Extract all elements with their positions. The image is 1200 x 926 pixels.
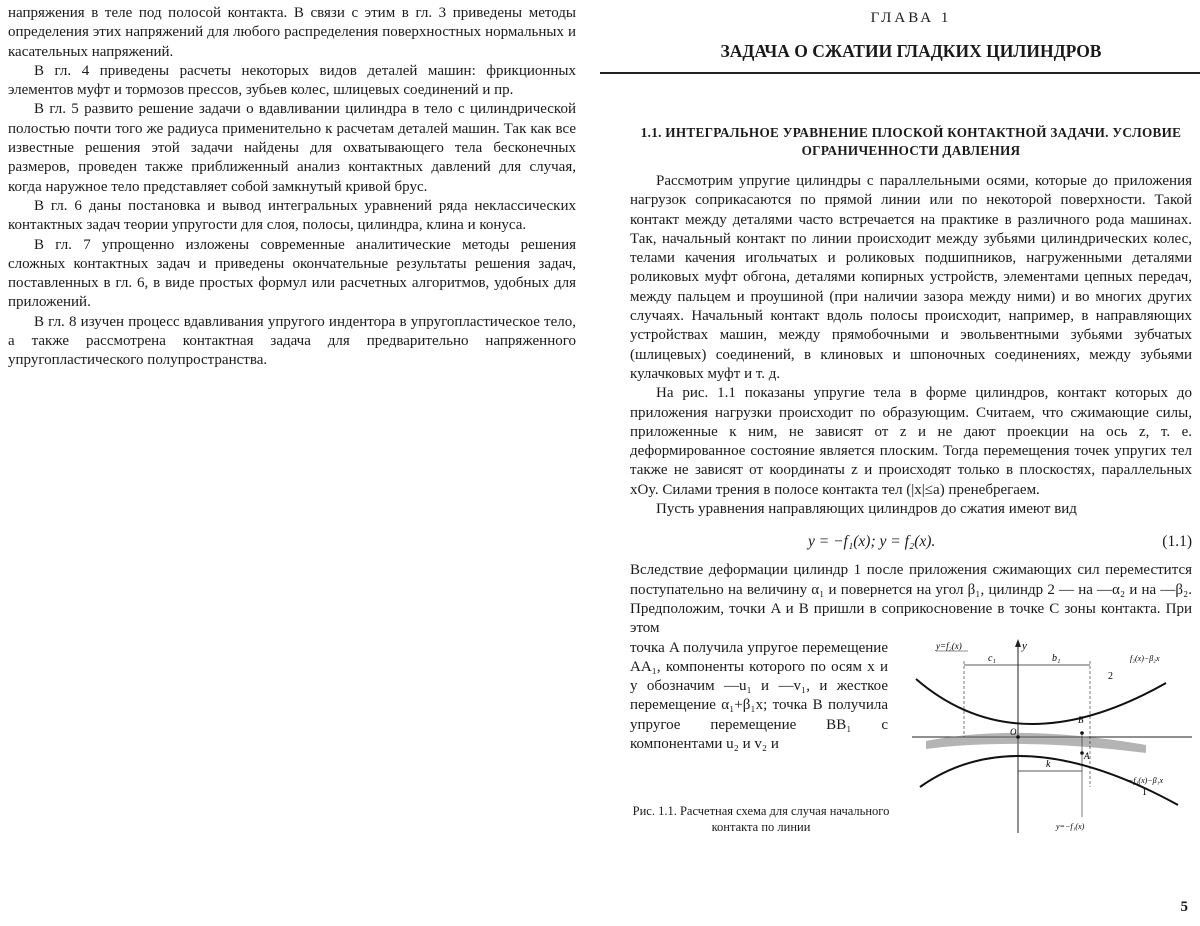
- label-upper-curve: y=f₂(x): [936, 640, 962, 651]
- chapter-title: ЗАДАЧА О СЖАТИИ ГЛАДКИХ ЦИЛИНДРОВ: [720, 41, 1102, 61]
- paragraph-figure-ref: На рис. 1.1 показаны упругие тела в форме цилиндров, контакт которых до приложения нагрузки происходит по образующим. Считаем, что сжимающие силы, приложенные к ним, не зависят от z и не дают проекции на ось z, т. е. деформированное состояние является плоским. Тогда перемещения точек упругих тел также не зависят от координаты z и происходят только в плоскостях, параллельных xOy. Силами трения в полосе контакта тел (|x|≤a) пренебрегаем.: [630, 385, 1192, 498]
- paragraph-intro: Рассмотрим упругие цилиндры с параллельными осями, которые до приложения нагрузок соприкасаются по прямой линии или по некоторой поверхности. Такой контакт между деталями часто встречается на практике в различного рода машинах. Так, начальный контакт по линии происходит между зубьями цилиндрических колес, телами качения игольчатых и роликовых подшипников, нагруженными деталями роликовых муфт обгона, деталями копирных устройств, элементами цепных передач, между пальцем и проушиной (при наличии зазора между ними) и во многих других случаях. Начальный контакт вдоль полосы происходит, например, в направляющих устройствах машин, между прямобочными и эвольвентными зубьями зубчатых (шлицевых) соединений, в клиновых и шпоночных соединениях, между зубьями кулачковых муфт и т. д.: [630, 173, 1192, 382]
- paragraph-deformation: Вследствие деформации цилиндр 1 после приложения сжимающих сил переместится поступательно на величину α₁ и повернется на угол β₁, цилиндр 2 — на —α₂ и на —β₂. Предположим, точки A и B пришли в соприкосновение в точке C зоны контакта. При этом: [630, 562, 1192, 637]
- section-title: 1.1. ИНТЕГРАЛЬНОЕ УРАВНЕНИЕ ПЛОСКОЙ КОНТАКТНОЙ ЗАДАЧИ. УСЛОВИЕ ОГРАНИЧЕННОСТИ ДАВЛЕНИЯ: [640, 125, 1182, 158]
- label-cylinder-2: 2: [1108, 670, 1113, 682]
- contact-band: [926, 732, 1146, 752]
- paragraph-ch6: В гл. 6 даны постановка и вывод интегральных уравнений ряда неклассических контактных задач теории упругости для слоя, полосы, цилиндра, клина и конуса.: [8, 197, 576, 234]
- chapter-divider: [600, 72, 1200, 74]
- label-right-bottom: −f₁(x)−β₁x: [1128, 775, 1163, 785]
- paragraph-continuation: напряжения в теле под полосой контакта. В связи с этим в гл. 3 приведены методы определения этих напряжений для любого распределения поверхностных нормальных и касательных напряжений.: [8, 5, 576, 60]
- chapter-label: ГЛАВА 1: [870, 10, 952, 26]
- paragraph-ch5: В гл. 5 развито решение задачи о вдавливании цилиндра в тело с цилиндрической полостью почти того же радиуса применительно к расчетам деталей машин. Так как все известные решения этой задачи найдены для охватывающего тела бесконечных размеров, проведен также приближенный анализ контактных давлений для случая, когда наружное тело представляет собой замкнутый кривой брус.: [8, 101, 576, 195]
- paragraph-ch4: В гл. 4 приведены расчеты некоторых видов деталей машин: фрикционных элементов муфт и тормозов прессов, зубьев колес, шлицевых соединений и пр.: [8, 62, 576, 99]
- label-cylinder-1: 1: [1142, 786, 1147, 798]
- section-body: [630, 172, 1192, 833]
- page-number: 5: [1180, 899, 1188, 915]
- left-page: [0, 0, 590, 926]
- label-point-a: A: [1084, 750, 1090, 761]
- label-c1: c₁: [988, 652, 996, 664]
- contact-diagram: [906, 637, 1196, 837]
- paragraph-ch7: В гл. 7 упрощенно изложены современные аналитические методы решения сложных контактных задач и приведены окончательные результаты решения задач, поставленных в гл. 6, в виде простых формул или расчетных алгоритмов, удобных для приложений.: [8, 236, 576, 311]
- right-page: [600, 0, 1200, 926]
- paragraph-wrap: точка A получила упругое перемещение AA₁, компоненты которого по осям x и y обозначим —u₁ и —v₁, и жесткое перемещение α₁+β₁x; точка B получила упругое перемещение BB₁ с компонентами u₂ и v₂ и: [630, 639, 888, 753]
- cylinder-2-outline: [916, 679, 1166, 724]
- equation-1-1: [630, 527, 1192, 557]
- label-b1: b₁: [1052, 652, 1061, 664]
- label-k: k: [1046, 758, 1051, 770]
- paragraph-ch8: В гл. 8 изучен процесс вдавливания упругого индентора в упругопластическое тело, а также рассмотрена контактная задача для предварительно напряженного упругопластического полупространства.: [8, 313, 576, 369]
- y-axis-arrow: [1015, 639, 1021, 647]
- label-right-top: f₂(x)−β₂x: [1130, 653, 1160, 663]
- paragraph-equation-lead: Пусть уравнения направляющих цилиндров до сжатия имеют вид: [656, 501, 1077, 518]
- figure-wrap-block: [630, 639, 1192, 833]
- equation-text: y = −f₁(x); y = f₂(x).: [808, 533, 936, 551]
- label-point-o: O: [1010, 726, 1017, 737]
- equation-number: (1.1): [1162, 533, 1192, 551]
- figure-1-1: [906, 637, 1196, 837]
- label-lower-curve: y=−f₁(x): [1056, 821, 1085, 831]
- label-point-b: B: [1078, 714, 1084, 725]
- figure-caption: Рис. 1.1. Расчетная схема для случая начального контакта по линии: [632, 803, 890, 834]
- point-o-marker: [1016, 735, 1020, 739]
- y-axis-label: y: [1022, 639, 1027, 652]
